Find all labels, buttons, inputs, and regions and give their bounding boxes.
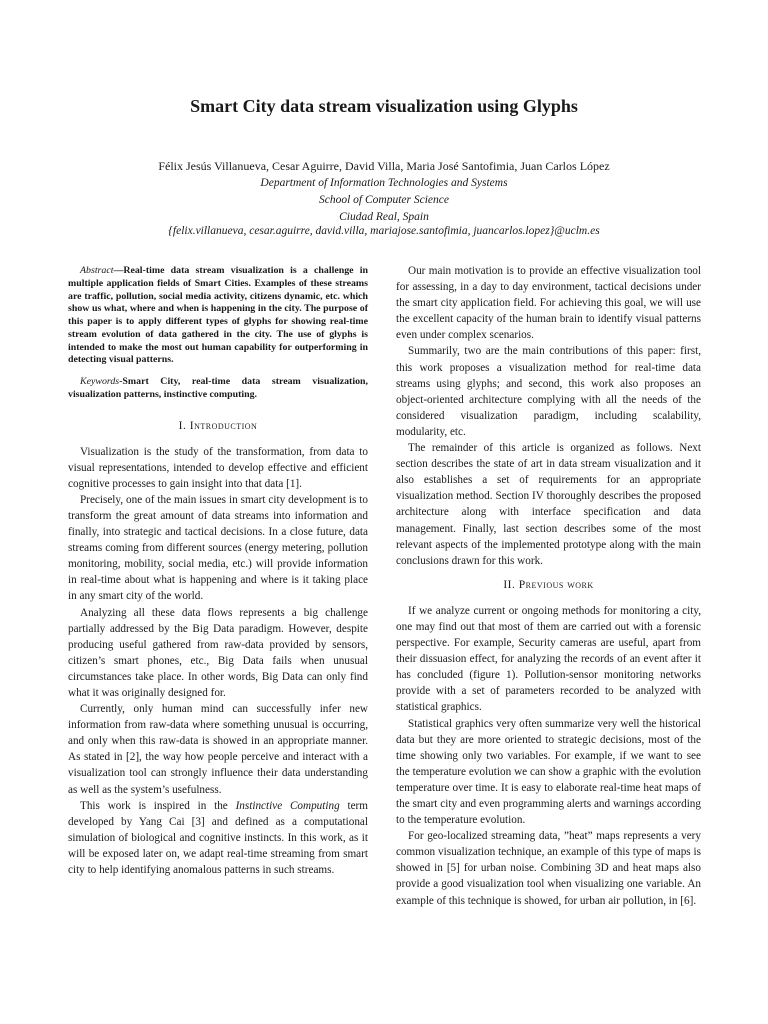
affiliation-emails: {felix.villanueva, cesar.aguirre, david.villa, mariajose.santofimia, juancarlos.lopez}@uclm.es (168, 225, 600, 237)
keywords-text: -Smart City, real-time data stream visualization, visualization patterns, instinctive computing. (68, 376, 368, 400)
abstract-label: Abstract (80, 265, 114, 276)
author-list: Félix Jesús Villanueva, Cesar Aguirre, David Villa, Maria José Santofimia, Juan Carlos López (158, 159, 610, 173)
section-heading-introduction: I. Introduction (178, 419, 258, 432)
intro-paragraph-4: Currently, only human mind can successfully infer new information from raw-data where something unusual is occurring, and only when this raw-data is showed in an appropriate manner. As stated in [2], the way how people perceive and interact with a visualization tool can strongly influence their data understanding as well as the system’s usefulness. (68, 703, 368, 796)
organization-paragraph: The remainder of this article is organized as follows. Next section describes the state of art in data stream visualization and it also establishes a set of requirements for an appropriate visualization method. Section IV thoroughly describes the proposed architecture along with interface specification and data management. Finally, last section describes some of the most relevant aspects of the implemented prototype along with the main conclusions drawn for this work. (396, 442, 701, 567)
keywords (68, 376, 368, 402)
contributions-paragraph: Summarily, two are the main contributions of this paper: first, this work proposes a visualization method for real-time data streams using glyphs; and second, this work also proposes an object-oriented architecture complying with all the needs of the considered visualization paradigm, including scalability, modularity, etc. (396, 345, 701, 438)
intro-paragraph-5-part-a: This work is inspired in the (80, 799, 236, 812)
intro-paragraph-2: Precisely, one of the main issues in smart city development is to transform the great amount of data streams into information and finally, into strategic and tactical decisions. In a close future, data streams coming from different sources (energy metering, pollution monitoring, mobility, social media, etc.) will provide information in real-time about what is happening and where is it taking place in any smart city of the world. (68, 493, 368, 603)
keywords-label: Keywords (80, 376, 120, 387)
right-column (396, 263, 701, 909)
abstract-text: —Real-time data stream visualization is a challenge in multiple application fields of Smart Cities. Examples of these streams are traffic, pollution, social media activity, citizens dynamic, etc. which show us what, where and when is happening in the city. The purpose of this paper is to apply different types of glyphs for showing real-time stream evolution of data gathered in the city. The use of glyphs is intended to make the most out human capability for outperforming in detecting visual patterns. (68, 265, 368, 366)
left-column (68, 265, 368, 878)
intro-paragraph-3: Analyzing all these data flows represents a big challenge partially addressed by the Big Data paradigm. However, despite producing useful gathered from raw-data provided by sensors, citizen’s smart phones, etc., Big Data fails when unusual circumstances take place. In other words, Big Data can only find what it was originally designed for. (68, 606, 368, 699)
affiliation-school: School of Computer Science (319, 194, 449, 206)
intro-paragraph-5 (68, 798, 368, 878)
abstract (68, 265, 368, 367)
intro-paragraph-1: Visualization is the study of the transformation, from data to visual representations, intended to develop effective and efficient cognitive processes to gain insight into that data [1]. (68, 445, 368, 490)
motivation-paragraph: Our main motivation is to provide an effective visualization tool for assessing, in a day to day environment, tactical decisions under the smart city application field. For achieving this goal, we will use the excellent capacity of the human brain to identify visual patterns even under complex scenarios. (396, 265, 701, 342)
affiliation-location: Ciudad Real, Spain (339, 211, 429, 223)
previous-work-paragraph-2: Statistical graphics very often summarize very well the historical data but they are more oriented to strategic decisions, most of the time showing only two variables. For example, if we want to see the temperature evolution we can show a graphic with the evolution temperature over time. It is easy to elaborate real-time heat maps of the smart city and even programming alerts and warnings according to the temperature evolution. (396, 717, 701, 827)
previous-work-paragraph-1: If we analyze current or ongoing methods for monitoring a city, one may find out that most of them are carried out with a forensic perspective. For example, Security cameras are useful, apart from their dissuasion effect, for analyzing the records of an event after it has concluded (figure 1). Pollution-sensor monitoring networks provide with a set of parameters recorded to be analyzed with statistical graphics. (396, 604, 701, 714)
section-heading-previous-work: II. Previous work (503, 578, 594, 591)
affiliation-department: Department of Information Technologies and Systems (260, 177, 508, 189)
previous-work-paragraph-3: For geo-localized streaming data, ”heat” maps represents a very common visualization technique, an example of this type of maps is showed in [5] for urban noise. Combining 3D and heat maps also provide a good visualization tool when visualizing one variable. An example of this technique is showed, for urban air pollution, in [6]. (396, 830, 701, 907)
paper-title: Smart City data stream visualization using Glyphs (190, 96, 578, 116)
intro-paragraph-5-part-b: term developed by Yang Cai [3] and defined as a computational simulation of biological and cognitive instincts. In this work, as it will be exposed later on, we adapt real-time streaming from smart city to help identifying anomalous patterns in such streams. (68, 799, 368, 877)
instinctive-computing-term: Instinctive Computing (235, 799, 340, 812)
